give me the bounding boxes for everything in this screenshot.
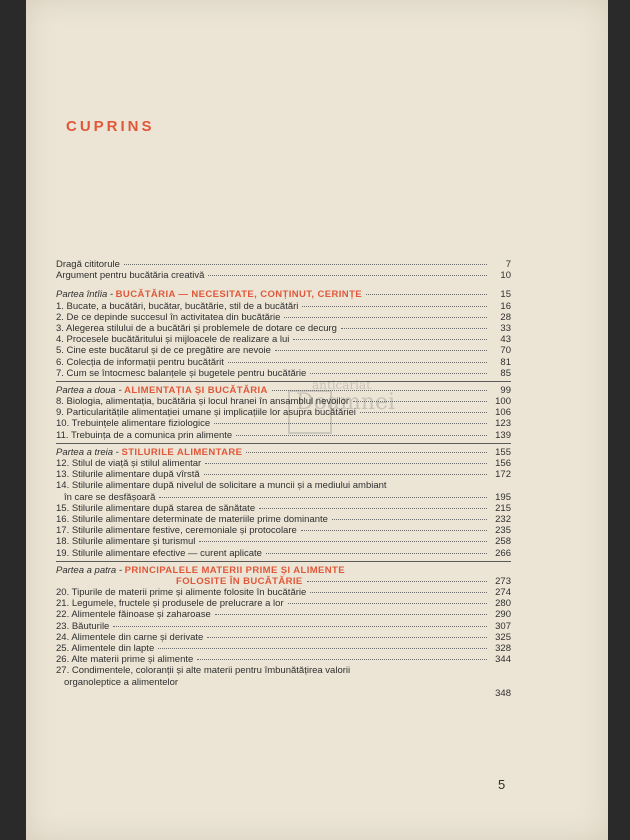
toc-entry [56,270,511,281]
toc-entry [56,259,511,270]
toc-entry [56,345,511,356]
entry-page: 139 [495,429,511,441]
toc-entry [56,357,511,368]
page-title: CUPRINS [66,118,155,135]
entry-title: Argument pentru bucătăria creativă [56,270,205,282]
entry-page: 15 [500,289,511,301]
entry-title: 7. Cum se întocmesc balanțele și bugetele pentru bucătărie [56,367,307,379]
entry-title: 9. Particularitățile alimentației umane și implicațiile lor asupra bucătăriei [56,407,356,419]
toc-entry [56,334,511,345]
entry-page: 328 [495,643,511,654]
toc-entry [56,598,511,609]
entry-page: 43 [500,334,511,346]
watermark-line2: Doamnei [296,390,396,415]
entry-title: 11. Trebuința de a comunica prin alimente [56,429,233,441]
table-of-contents [56,259,511,699]
entry-page: 344 [495,654,511,666]
part-title: STILURILE ALIMENTARE [121,446,243,458]
entry-title: 2. De ce depinde succesul în activitatea din bucătărie [56,311,281,323]
toc-entry [56,368,511,379]
entry-page: 106 [495,407,511,419]
entry-title: 6. Colecția de informații pentru bucătărit [56,356,224,368]
part-title: ALIMENTAȚIA ȘI BUCĂTĂRIA [124,384,268,396]
part-heading [56,565,511,587]
entry-title: 20. Tipurile de materii prime și alimente folosite în bucătărie [56,587,307,599]
section-divider [56,443,511,444]
entry-page: 266 [495,547,511,559]
toc-entry [56,665,511,676]
entry-page: 70 [500,345,511,357]
entry-page: 7 [505,259,511,270]
toc-entry [56,654,511,665]
toc-entry [56,609,511,620]
entry-page: 155 [495,446,511,458]
entry-page: 85 [500,367,511,379]
part-title: BUCĂTĂRIA — NECESITATE, CONȚINUT, CERINȚE [115,289,363,301]
toc-entry [56,469,511,480]
entry-title-continued: în care se desfășoară [64,491,156,503]
entry-title: 10. Trebuințele alimentare fiziologice [56,418,211,430]
section-divider [56,381,511,382]
entry-title: 23. Băuturile [56,620,110,632]
entry-page: 215 [495,502,511,514]
entry-page: 290 [495,609,511,621]
entry-title: 14. Stilurile alimentare după nivelul de solicitare a muncii și a mediului ambiant [56,480,387,492]
toc-entry [56,525,511,536]
part-label: Partea a treia - [56,446,119,458]
entry-title: Dragă cititorule [56,259,120,270]
entry-title: 15. Stilurile alimentare după starea de sănătate [56,502,256,514]
entry-title: 5. Cine este bucătarul și de ce pregătire are nevoie [56,345,271,357]
entry-title: 16. Stilurile alimentare determinate de materiile prime dominante [56,513,328,525]
toc-entry [56,503,511,514]
entry-page: 81 [500,356,511,368]
entry-title: 21. Legumele, fructele și produsele de prelucrare a lor [56,598,284,610]
page-number: 5 [498,777,506,792]
part-label: Partea a doua - [56,384,122,396]
entry-title: 26. Alte materii prime și alimente [56,654,194,666]
entry-page: 123 [495,418,511,430]
toc-entry-continued [56,677,511,688]
toc-entry [56,430,511,441]
entry-title: 19. Stilurile alimentare efective — curent aplicate [56,547,262,559]
entry-page: 100 [495,396,511,408]
entry-page: 348 [495,687,511,699]
toc-entry [56,480,511,491]
part-heading [56,447,511,458]
entry-page: 280 [495,598,511,610]
entry-title: 3. Alegerea stilului de a bucătări și problemele de dotare ce decurg [56,322,337,334]
part-heading [56,289,511,300]
part-title-line2: FOLOSITE ÎN BUCĂTĂRIE [176,575,303,587]
toc-entry [56,407,511,418]
part-heading [56,385,511,396]
entry-title: 18. Stilurile alimentare și turismul [56,536,196,548]
entry-title: 22. Alimentele făinoase și zaharoase [56,609,211,621]
entry-page: 33 [500,322,511,334]
entry-page: 325 [495,631,511,643]
entry-page: 156 [495,458,511,469]
entry-page: 235 [495,525,511,537]
toc-entry [56,458,511,469]
entry-page: 274 [495,587,511,599]
entry-title: 13. Stilurile alimentare după vîrstă [56,469,200,481]
entry-title-continued: organoleptice a alimentelor [64,676,179,688]
entry-title: 4. Procesele bucătăritului și mijloacele de realizare a lui [56,334,290,346]
entry-page: 172 [495,469,511,481]
part-label: Partea a patra - [56,564,123,576]
toc-entry [56,548,511,559]
toc-entry [56,587,511,598]
toc-entry-continued [56,492,511,503]
part-title: PRINCIPALELE MATERII PRIME ȘI ALIMENTE [124,564,345,576]
entry-page: 10 [500,270,511,282]
entry-page: 307 [495,620,511,632]
part-label: Partea întîia - [56,289,114,301]
entry-title: 1. Bucate, a bucătări, bucătar, bucătărie, stil de a bucătări [56,300,299,312]
entry-title: 12. Stilul de viață și stilul alimentar [56,458,202,469]
entry-page: 232 [495,513,511,525]
entry-title: 8. Biologia, alimentația, bucătăria și locul hranei în ansamblul nevoilor [56,396,350,408]
entry-title: 17. Stilurile alimentare festive, ceremoniale și protocolare [56,525,297,537]
entry-page: 273 [495,575,511,587]
toc-entry [56,312,511,323]
toc-entry-page-line [56,688,511,699]
entry-title: 27. Condimentele, coloranții și alte materii pentru îmbunătățirea valorii [56,665,351,677]
toc-entry [56,643,511,654]
book-page [26,0,608,840]
entry-page: 99 [500,384,511,396]
entry-page: 16 [500,300,511,312]
entry-title: 24. Alimentele din carne și derivate [56,631,204,643]
toc-entry [56,632,511,643]
entry-page: 28 [500,311,511,323]
section-divider [56,561,511,562]
entry-page: 195 [495,491,511,503]
toc-entry [56,536,511,547]
toc-entry [56,621,511,632]
toc-entry [56,323,511,334]
toc-entry [56,514,511,525]
entry-title: 25. Alimentele din lapte [56,643,155,654]
toc-entry [56,301,511,312]
toc-entry [56,418,511,429]
watermark-line1: anticariat [312,378,371,392]
entry-page: 258 [495,536,511,548]
toc-entry [56,396,511,407]
